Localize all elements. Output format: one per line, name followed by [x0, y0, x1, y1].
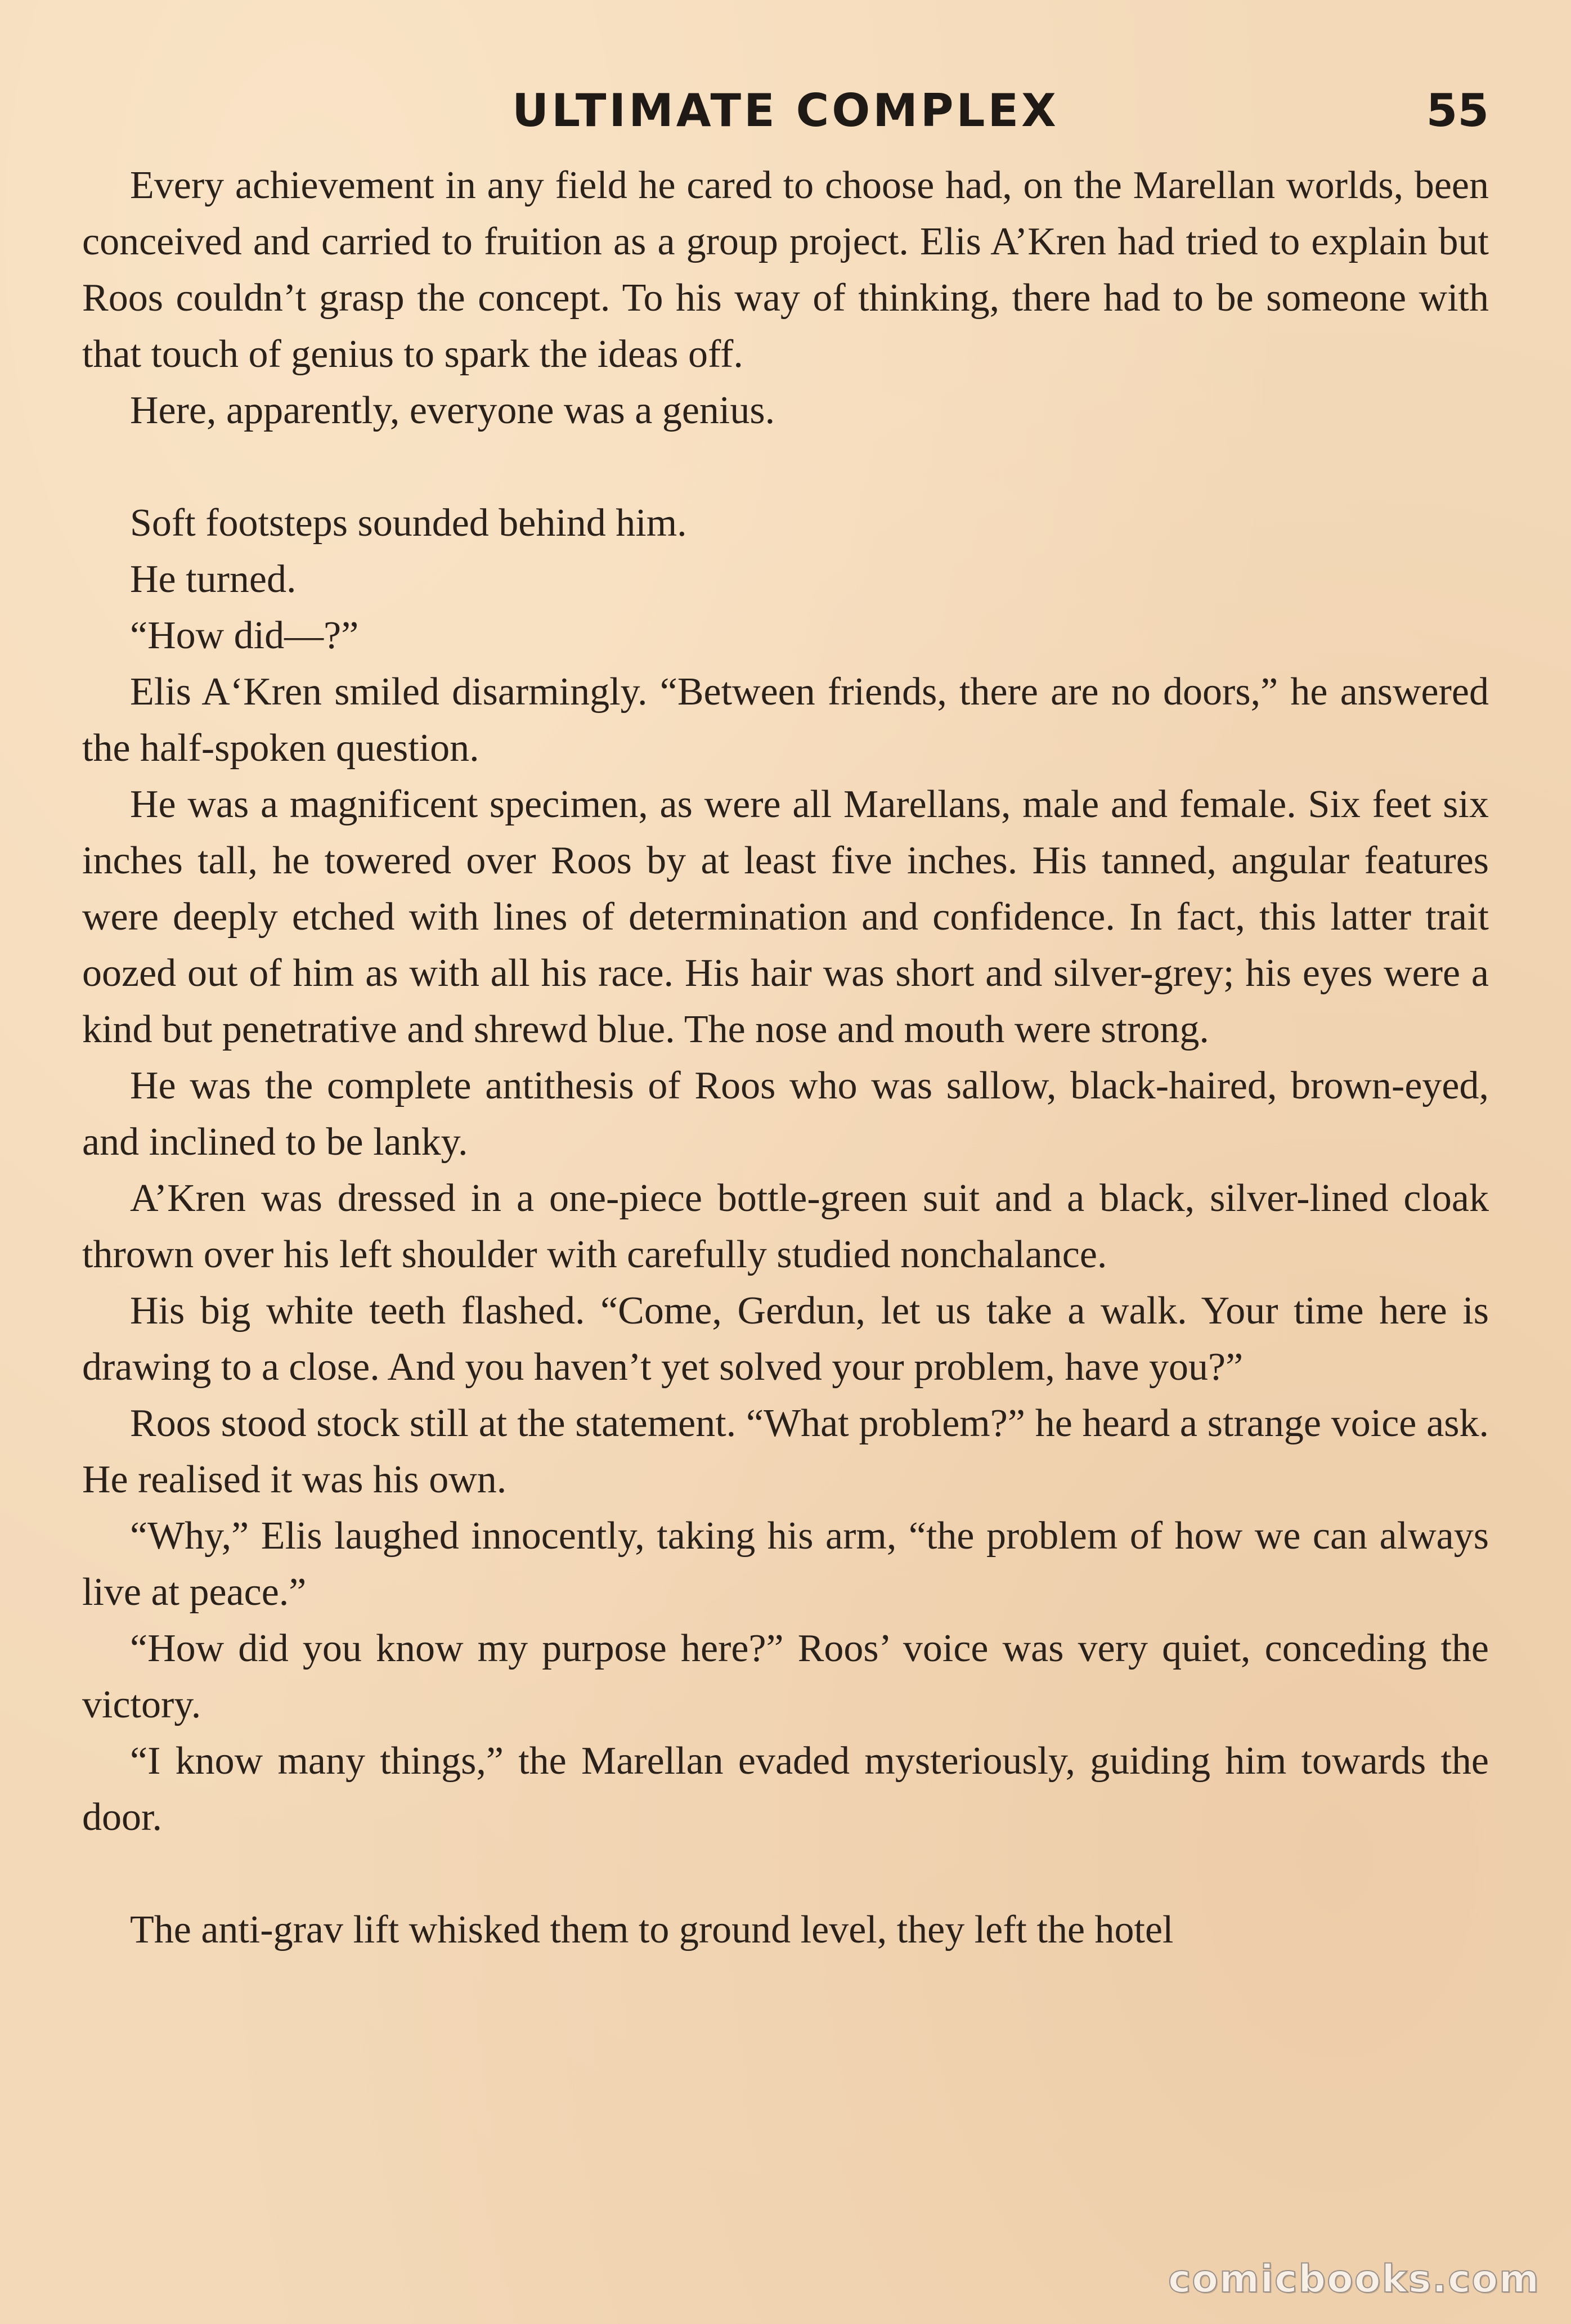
paragraph: “I know many things,” the Marellan evaded mysteriously, guiding him towards the door. [82, 1739, 1489, 1839]
paragraph: “How did you know my purpose here?” Roos’ voice was very quiet, conceding the victory. [82, 1627, 1489, 1726]
paragraph: “Why,” Elis laughed innocently, taking his arm, “the problem of how we can always live at peace.” [82, 1514, 1489, 1614]
paragraph: He was the complete antithesis of Roos who was sallow, black-haired, brown-eyed, and inclined to be lanky. [82, 1064, 1489, 1164]
paragraph: A’Kren was dressed in a one-piece bottle-green suit and a black, silver-lined cloak thrown over his left shoulder with carefully studied nonchalance. [82, 1177, 1489, 1276]
paragraph: He turned. [130, 558, 297, 601]
page-number: 55 [1426, 84, 1489, 137]
running-head [0, 84, 1571, 141]
paragraph: He was a magnificent specimen, as were all Marellans, male and female. Six feet six inches tall, he towered over Roos by at least five inches. His tanned, angular features were deeply etched with lines of determination and confidence. In fact, this latter trait oozed out of him as with all his race. His hair was short and silver-grey; his eyes were a kind but penetrative and shrewd blue. The nose and mouth were strong. [82, 783, 1489, 1051]
paragraph: Every achievement in any field he cared to choose had, on the Marellan worlds, been conceived and carried to fruition as a group project. Elis A’Kren had tried to explain but Roos couldn’t grasp the concept. To his way of thinking, there had to be someone with that touch of genius to spark the ideas off. [82, 164, 1489, 376]
paragraph: His big white teeth flashed. “Come, Gerdun, let us take a walk. Your time here is drawing to a close. And you haven’t yet solved your problem, have you?” [82, 1289, 1489, 1389]
paragraph: Elis A‘Kren smiled disarmingly. “Between friends, there are no doors,” he answered the half-spoken question. [82, 670, 1489, 770]
watermark: comicbooks.com [1168, 2257, 1540, 2301]
paragraph: Here, apparently, everyone was a genius. [130, 389, 775, 432]
section-break [82, 1846, 1489, 1902]
paragraph: The anti-grav lift whisked them to ground level, they left the hotel [130, 1908, 1174, 1951]
running-title: ULTIMATE COMPLEX [512, 84, 1059, 137]
section-break [82, 439, 1489, 495]
body-text [82, 158, 1489, 1958]
paragraph: Roos stood stock still at the statement. “What problem?” he heard a strange voice ask. He realised it was his own. [82, 1402, 1489, 1501]
paragraph: Soft footsteps sounded behind him. [130, 501, 687, 545]
paragraph: “How did—?” [130, 614, 359, 657]
